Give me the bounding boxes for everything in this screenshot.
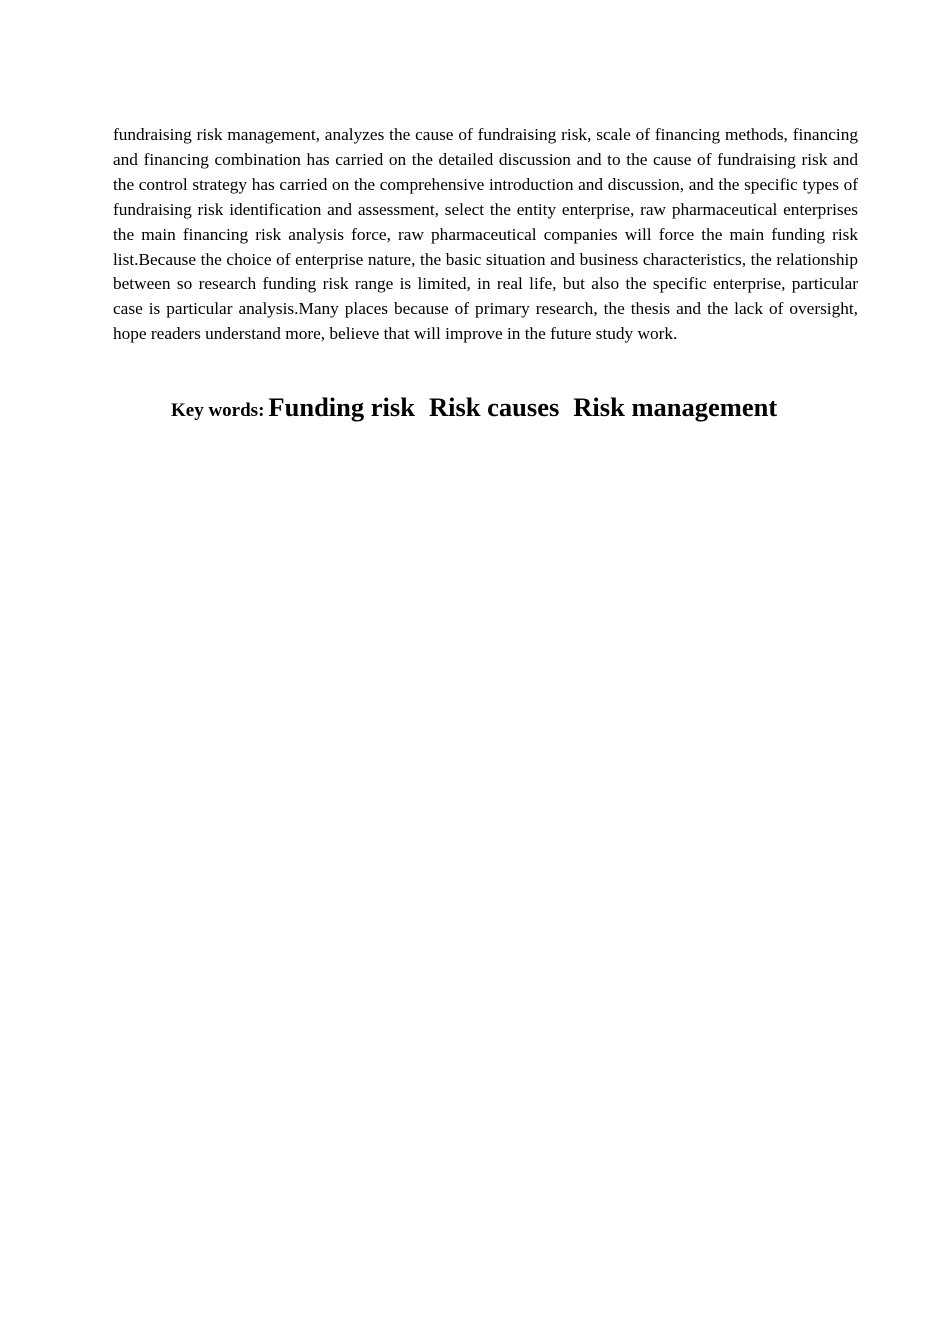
keyword-term: Risk management (573, 392, 778, 422)
keywords-line (171, 392, 871, 423)
keywords-label: Key words: (171, 400, 265, 421)
abstract-paragraph: fundraising risk management, analyzes the cause of fundraising risk, scale of financing methods, financing and financing combination has carried on the detailed discussion and to the cause of fundraising risk and the control strategy has carried on the comprehensive introduction and discussion, and the specific types of fundraising risk identification and assessment, select the entity enterprise, raw pharmaceutical enterprises the main financing risk analysis force, raw pharmaceutical companies will force the main funding risk list.Because the choice of enterprise nature, the basic situation and business characteristics, the relationship between so research funding risk range is limited, in real life, but also the specific enterprise, particular case is particular analysis.Many places because of primary research, the thesis and the lack of oversight, hope readers understand more, believe that will improve in the future study work. (113, 125, 858, 344)
keyword-term: Funding risk (268, 392, 415, 422)
keyword-term: Risk causes (428, 392, 560, 422)
